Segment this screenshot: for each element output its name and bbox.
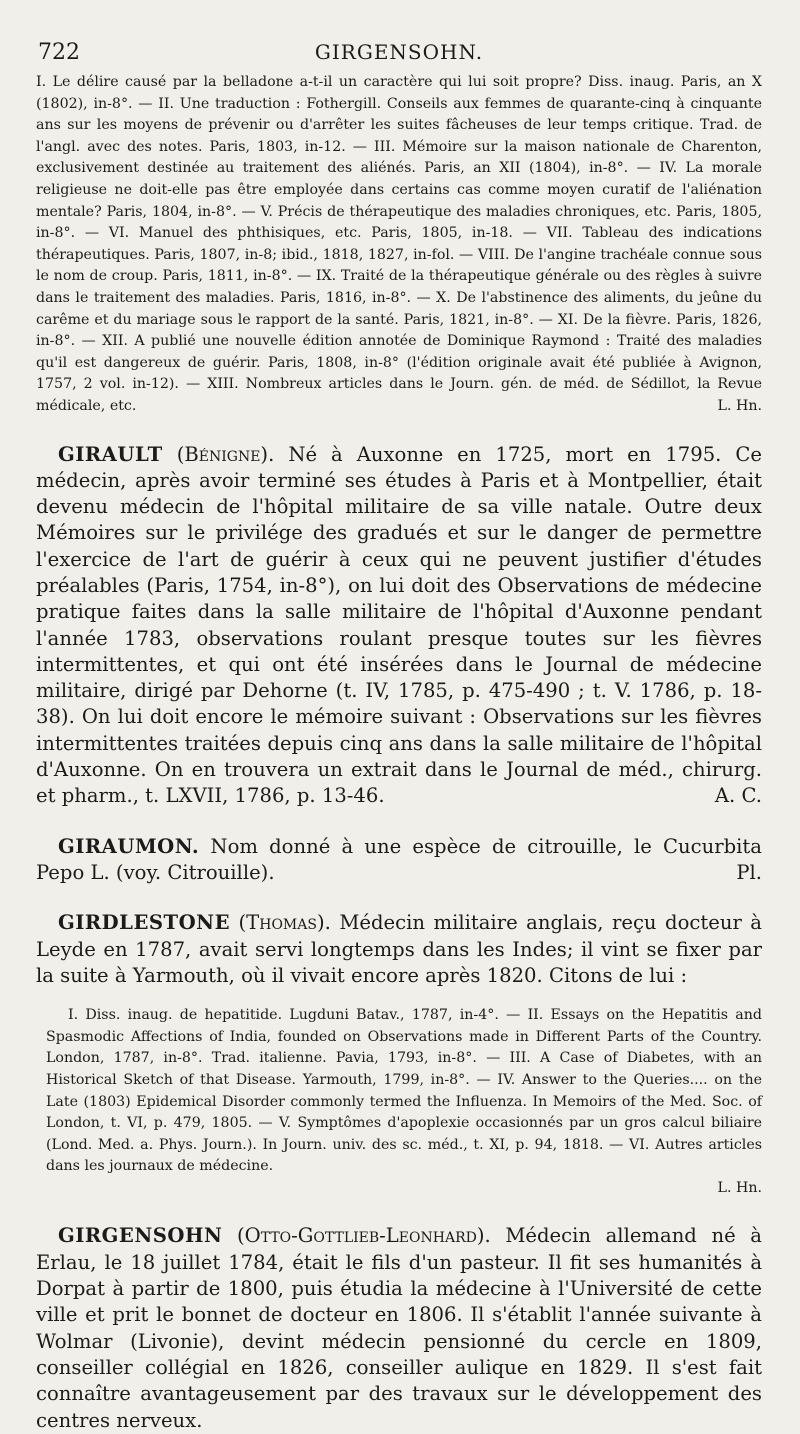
article-body [36,910,762,989]
continued-bibliography-text: I. Le délire causé par la belladone a-t-il un caractère qui lui soit propre? Diss. inaug. Paris, an X (1802), in-8°. — II. Une traduction : Fothergill. Conseils aux femmes de quarante-cinq à cinquante ans sur les moyens de prévenir ou d'arrêter les suites fâcheuses de leur temps critique. Trad. de l'angl. avec des notes. Paris, 1803, in-12. — III. Mémoire sur la maison nationale de Charenton, exclusivement destinée au traitement des aliénés. Paris, an XII (1804), in-8°. — IV. La morale religieuse ne doit-elle pas être employée dans certains cas comme moyen curatif de l'aliénation mentale? Paris, 1804, in-8°. — V. Précis de thérapeutique des maladies chroniques, etc. Paris, 1805, in-8°. — VI. Manuel des phthisiques, etc. Paris, 1805, in-18. — VII. Tableau des indications thérapeutiques. Paris, 1807, in-8; ibid., 1818, 1827, in-fol. — VIII. De l'angine trachéale connue sous le nom de croup. Paris, 1811, in-8°. — IX. Traité de la thérapeutique générale ou des règles à suivre dans le traitement des maladies. Paris, 1816, in-8°. — X. De l'abstinence des aliments, du jeûne du carême et du mariage sous le rapport de la santé. Paris, 1821, in-8°. — XI. De la fièvre. Paris, 1826, in-8°. — XII. A publié une nouvelle édition annotée de Dominique Raymond : Traité des maladies qu'il est dangereux de guérir. Paris, 1808, in-8° (l'édition originale avait été publiée à Avignon, 1757, 2 vol. in-12). — XIII. Nombreux articles dans le Journ. gén. de méd. de Sédillot, la Revue médicale, etc. [36,74,762,414]
article-subject-name: (Thomas). [238,911,331,935]
signature: L. Hn. [717,1179,762,1196]
article-body [36,442,762,810]
page-number: 722 [38,40,80,65]
article-girgensohn [36,1223,762,1433]
headword: GIRAUMON. [58,834,200,858]
bibliography-text: I. Diss. inaug. de hepatitide. Lugduni Batav., 1787, in-4°. — II. Essays on the Hepatitis and Spasmodic Affections of India, founded on Observations made in Different Parts of the Country. London, 1787, in-8°. Trad. italienne. Pavia, 1793, in-8°. — III. A Case of Diabetes, with an Historical Sketch of that Disease. Yarmouth, 1799, in-8°. — IV. Answer to the Queries.... on the Late (1803) Epidemical Disorder commonly termed the Influenza. In Memoirs of the Med. Soc. of London, t. VI, p. 479, 1805. — V. Symptômes d'apoplexie occasionnés par un gros calcul biliaire (Lond. Med. a. Phys. Journ.). In Journ. univ. des sc. méd., t. XI, p. 94, 1818. — VI. Autres articles dans les journaux de médecine. [46,1007,762,1175]
article-text: Nom donné à une espèce de citrouille, le Cucurbita Pepo L. (voy. Citrouille). [36,834,762,884]
article-girdlestone [36,910,762,1199]
article-girault [36,442,762,810]
headword: GIRDLESTONE [58,911,231,935]
article-bibliography [36,1005,762,1178]
article-text: Médecin allemand né à Erlau, le 18 juillet 1784, était le fils d'un pasteur. Il fit ses humanités à Dorpat à partir de 1800, puis étudia la médecine à l'Université de cette ville et prit le bonnet de docteur en 1806. Il s'établit l'année suivante à Wolmar (Livonie), devint médecin pensionné du cercle en 1809, conseiller collégial en 1826, conseiller aulique en 1829. Il s'est fait connaître avantageusement par des travaux sur le développement des centres nerveux. [36,1224,762,1432]
page-content [36,72,762,1434]
article-giraumon [36,834,762,887]
signature: A. C. [714,784,762,808]
signature: Pl. [736,860,762,884]
running-head: GIRGENSOHN. [314,40,484,64]
continued-bibliography [36,72,762,418]
article-subject-name: (Bénigne). [176,442,275,466]
article-text: Médecin militaire anglais, reçu docteur à Leyde en 1787, avait servi longtemps dans les Indes; il vint se fixer par la suite à Yarmouth, où il vivait encore après 1820. Citons de lui : [36,911,762,987]
headword: GIRGENSOHN [58,1224,223,1248]
signature: L. Hn. [717,397,762,414]
headword: GIRAULT [58,442,163,466]
article-text: Né à Auxonne en 1725, mort en 1795. Ce médecin, après avoir terminé ses études à Paris et à Montpellier, était devenu médecin de l'hôpital militaire de sa ville natale. Outre deux Mémoires sur le privilége des gradués et sur le danger de permettre l'exercice de l'art de guérir à ceux qui ne peuvent justifier d'études préalables (Paris, 1754, in-8°), on lui doit des Observations de médecine pratique faites dans la salle militaire de l'hôpital d'Auxonne pendant l'année 1783, observations roulant presque toutes sur les fièvres intermittentes, et qui ont été insérées dans le Journal de médecine militaire, dirigé par Dehorne (t. IV, 1785, p. 475-490 ; t. V. 1786, p. 18-38). On lui doit encore le mémoire suivant : Observations sur les fièvres intermittentes traitées depuis cinq ans dans la salle militaire de l'hôpital d'Auxonne. On en trouvera un extrait dans le Journal de méd., chirurg. et pharm., t. LXVII, 1786, p. 13-46. [36,442,762,808]
article-subject-name: (Otto-Gottlieb-Leonhard). [237,1224,491,1248]
article-body [36,834,762,887]
article-body [36,1223,762,1433]
page-header [36,36,762,64]
